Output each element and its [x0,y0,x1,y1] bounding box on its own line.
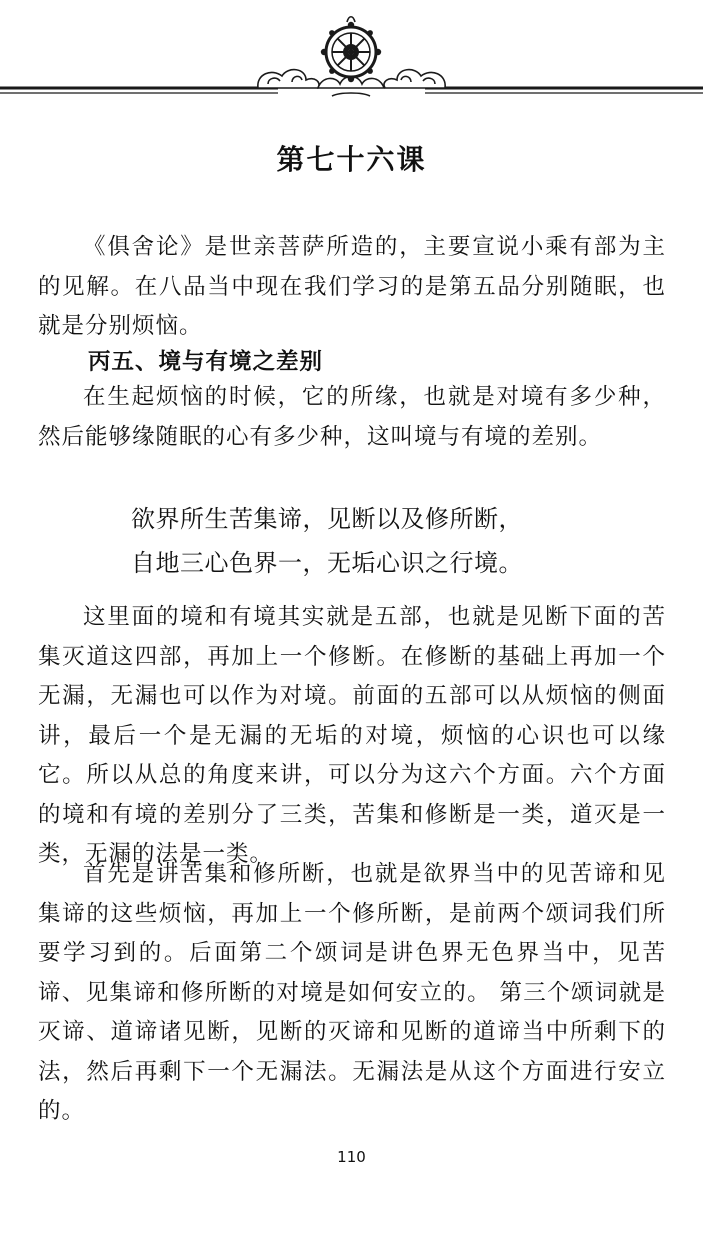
dharma-wheel-icon [321,17,381,82]
cloud-right-icon [384,70,445,88]
explanation-paragraph-2: 首先是讲苦集和修所断，也就是欲界当中的见苦谛和见集谛的这些烦恼，再加上一个修所断，是前两个颂词我们所要学习到的。后面第二个颂词是讲色界无色界当中，见苦谛、见集谛和修所断的对境是如何安立的。 第三个颂词就是灭谛、道谛诸见断，见断的灭谛和见断的道谛当中所剩下的法，然后再剩下一个无漏法。无漏法是从这个方面进行安立的。 [38,861,666,1124]
cloud-left-icon [258,70,319,88]
lesson-title: 第七十六课 [276,143,427,176]
explanation-paragraph-1: 这里面的境和有境其实就是五部，也就是见断下面的苦集灭道这四部，再加上一个修断。在修断的基础上再加一个无漏，无漏也可以作为对境。前面的五部可以从烦恼的侧面讲，最后一个是无漏的无垢的对境，烦恼的心识也可以缘它。所以从总的角度来讲，可以分为这六个方面。六个方面的境和有境的差别分了三类，苦集和修断是一类，道灭是一类，无漏的法是一类。 [38,604,666,867]
page-number: 110 [337,1148,366,1166]
header-ornament [0,0,703,110]
verse-line-2: 自地三心色界一，无垢心识之行境。 [131,549,523,577]
section-heading: 丙五、境与有境之差别 [88,349,324,375]
section-intro-paragraph: 在生起烦恼的时候，它的所缘，也就是对境有多少种，然后能够缘随眠的心有多少种，这叫境与有境的差别。 [38,384,666,450]
intro-paragraph: 《俱舍论》是世亲菩萨所造的，主要宣说小乘有部为主的见解。在八品当中现在我们学习的是第五品分别随眠，也就是分别烦恼。 [38,234,666,339]
verse-line-1: 欲界所生苦集谛，见断以及修所断， [131,505,523,533]
